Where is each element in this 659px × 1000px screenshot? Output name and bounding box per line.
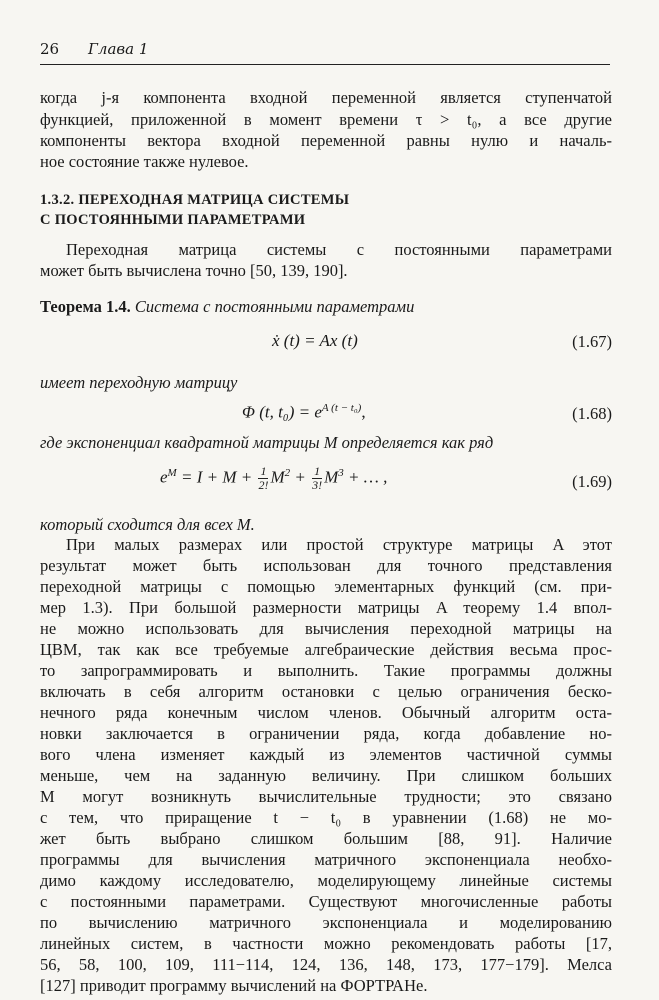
text-line: мер 1.3). При большой размерности матрицы A теорему 1.4 впол- <box>40 598 612 617</box>
section-heading: С ПОСТОЯННЫМИ ПАРАМЕТРАМИ <box>40 212 306 228</box>
text-line: меньше, чем на заданную величину. При слишком больших <box>40 766 612 785</box>
text-line: то запрограммировать и выполнить. Такие программы должны <box>40 661 612 680</box>
text-line: нечного ряда конечным числом членов. Обычный алгоритм оста- <box>40 703 612 722</box>
text-line: результат может быть использован для точного представления <box>40 556 612 575</box>
text-line: M могут возникнуть вычислительные трудности; это связано <box>40 787 612 806</box>
equation-1-68 <box>242 402 366 423</box>
text-line: функцией, приложенной в момент времени τ > t₀, а все другие <box>40 110 612 129</box>
eq69-term: M <box>324 467 339 487</box>
eq69-term-exp: 3 <box>338 466 344 479</box>
section-heading: 1.3.2. ПЕРЕХОДНАЯ МАТРИЦА СИСТЕМЫ <box>40 192 350 208</box>
equation-number: (1.68) <box>572 404 612 423</box>
text-line: димо каждому исследователю, моделирующему линейные системы <box>40 871 612 890</box>
theorem-statement: Система с постоянными параметрами <box>134 297 415 316</box>
equation-number: (1.67) <box>572 332 612 351</box>
equation-1-69 <box>160 465 387 492</box>
text-line: [127] приводит программу вычислений на ФОРТРАНе. <box>40 976 428 995</box>
text-line: не можно использовать для вычисления переходной матрицы на <box>40 619 612 638</box>
text-line: При малых размерах или простой структуре матрицы A этот <box>66 535 612 554</box>
eq69-term: M <box>270 467 285 487</box>
text-line: который сходится для всех M. <box>40 515 255 534</box>
theorem-line <box>40 297 612 317</box>
fraction-denominator: 3! <box>312 478 323 492</box>
eq69-start: e <box>160 467 168 487</box>
text-line: вого члена изменяет каждый из элементов частичной суммы <box>40 745 612 764</box>
text-line: где экспоненциал квадратной матрицы M определяется как ряд <box>40 433 494 452</box>
eq69-start-exp: M <box>167 466 177 479</box>
text-line: 56, 58, 100, 109, 111−114, 124, 136, 148, 173, 177−179]. Мелса <box>40 955 612 974</box>
fraction-1 <box>258 465 268 492</box>
text-line: включать в себя алгоритм остановки с целью ограничения беско- <box>40 682 612 701</box>
equation-1-67: ẋ (t) = Ax (t) <box>272 331 358 350</box>
page-header <box>40 40 610 65</box>
text-line: с тем, что приращение t − t₀ в уравнении (1.68) не мо- <box>40 808 612 827</box>
fraction-2 <box>312 465 322 492</box>
equation-number: (1.69) <box>572 472 612 491</box>
text-line: по вычислению матричного экспоненциала и моделированию <box>40 913 612 932</box>
eq69-plus: + <box>290 467 311 487</box>
eq69-term-exp: 2 <box>284 466 291 479</box>
text-line: с постоянными параметрами. Существуют многочисленные работы <box>40 892 612 911</box>
text-line: когда j-я компонента входной переменной является ступенчатой <box>40 88 612 107</box>
eq68-exponent: A (t − t₀) <box>321 402 362 414</box>
text-line: имеет переходную матрицу <box>40 373 238 392</box>
text-line: компоненты вектора входной переменной равны нулю и началь- <box>40 131 612 150</box>
fraction-numerator: 1 <box>314 464 321 478</box>
eq69-end: + … , <box>343 467 388 487</box>
chapter-title: Глава 1 <box>88 40 149 58</box>
fraction-numerator: 1 <box>260 464 267 478</box>
text-line: может быть вычислена точно [50, 139, 190]. <box>40 261 348 280</box>
text-line: ЦВМ, так как все требуемые алгебраические действия весьма прос- <box>40 640 612 659</box>
page-number: 26 <box>40 40 60 58</box>
theorem-label: Теорема 1.4. <box>40 297 131 316</box>
text-line: новки заключается в ограничении ряда, когда добавление но- <box>40 724 612 743</box>
text-line: программы для вычисления матричного экспоненциала необхо- <box>40 850 612 869</box>
text-line: линейных систем, в частности можно рекомендовать работы [17, <box>40 934 612 953</box>
text-line: переходной матрицы с помощью элементарных функций (см. при- <box>40 577 612 596</box>
eq68-lhs: Φ (t, t₀) = e <box>242 402 322 422</box>
eq69-mid: = I + M + <box>176 467 257 487</box>
text-line: ное состояние также нулевое. <box>40 152 249 171</box>
text-line: жет быть выбрано слишком большим [88, 91]. Наличие <box>40 829 612 848</box>
fraction-denominator: 2! <box>258 478 269 492</box>
text-line: Переходная матрица системы с постоянными параметрами <box>66 240 612 259</box>
eq68-tail: , <box>361 402 366 422</box>
